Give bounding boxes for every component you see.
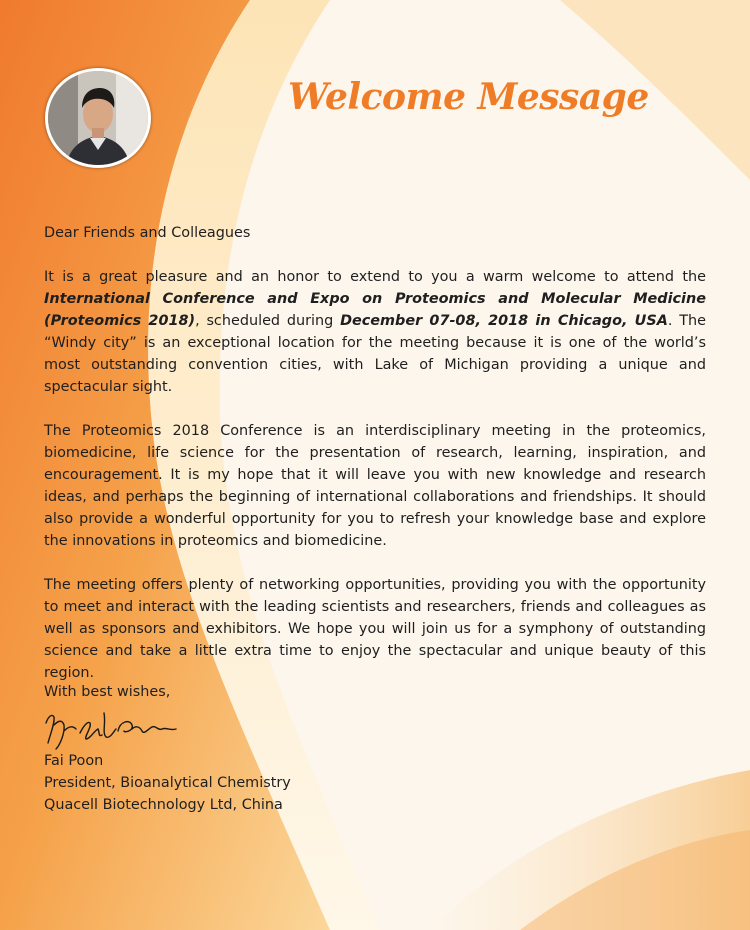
- signer-block: [44, 750, 291, 816]
- page-title: Welcome Message: [288, 76, 649, 118]
- conference-dates: December 07-08, 2018 in Chicago, USA: [340, 313, 668, 329]
- intro-text: It is a great pleasure and an honor to extend to you a warm welcome to attend the: [44, 269, 706, 285]
- intro-text-2: , scheduled during: [195, 313, 341, 329]
- intro-text-3: . The “Windy city” is an exceptional location for the meeting because it is one of the world’s most outstanding convention cities, with Lake of Michigan providing a unique and spectacular sight.: [44, 313, 706, 395]
- handwritten-signature: [40, 703, 185, 751]
- paragraph-about: The Proteomics 2018 Conference is an interdisciplinary meeting in the proteomics, biomedicine, life science for the presentation of research, learning, inspiration, and encouragement. It is my hope that it will leave you with new knowledge and research ideas, and perhaps the beginning of international collaborations and friendships. It should also provide a wonderful opportunity for you to refresh your knowledge base and explore the innovations in proteomics and biomedicine.: [44, 423, 706, 549]
- letter-body: [44, 222, 706, 706]
- paragraph-intro: [44, 266, 706, 398]
- greeting: Dear Friends and Colleagues: [44, 225, 251, 241]
- signer-role: President, Bioanalytical Chemistry: [44, 775, 291, 791]
- conference-name: International Conference and Expo on Proteomics and Molecular Medicine (Proteomics 2018): [44, 291, 706, 329]
- signer-organization: Quacell Biotechnology Ltd, China: [44, 797, 283, 813]
- paragraph-networking: The meeting offers plenty of networking opportunities, providing you with the opportunity to meet and interact with the leading scientists and researchers, friends and colleagues as well as sponsors and exhibitors. We hope you will join us for a symphony of outstanding science and take a little extra time to enjoy the spectacular and unique beauty of this region.: [44, 577, 706, 681]
- closing-line: With best wishes,: [44, 684, 171, 700]
- signer-name: Fai Poon: [44, 753, 104, 769]
- speaker-photo: [45, 68, 151, 168]
